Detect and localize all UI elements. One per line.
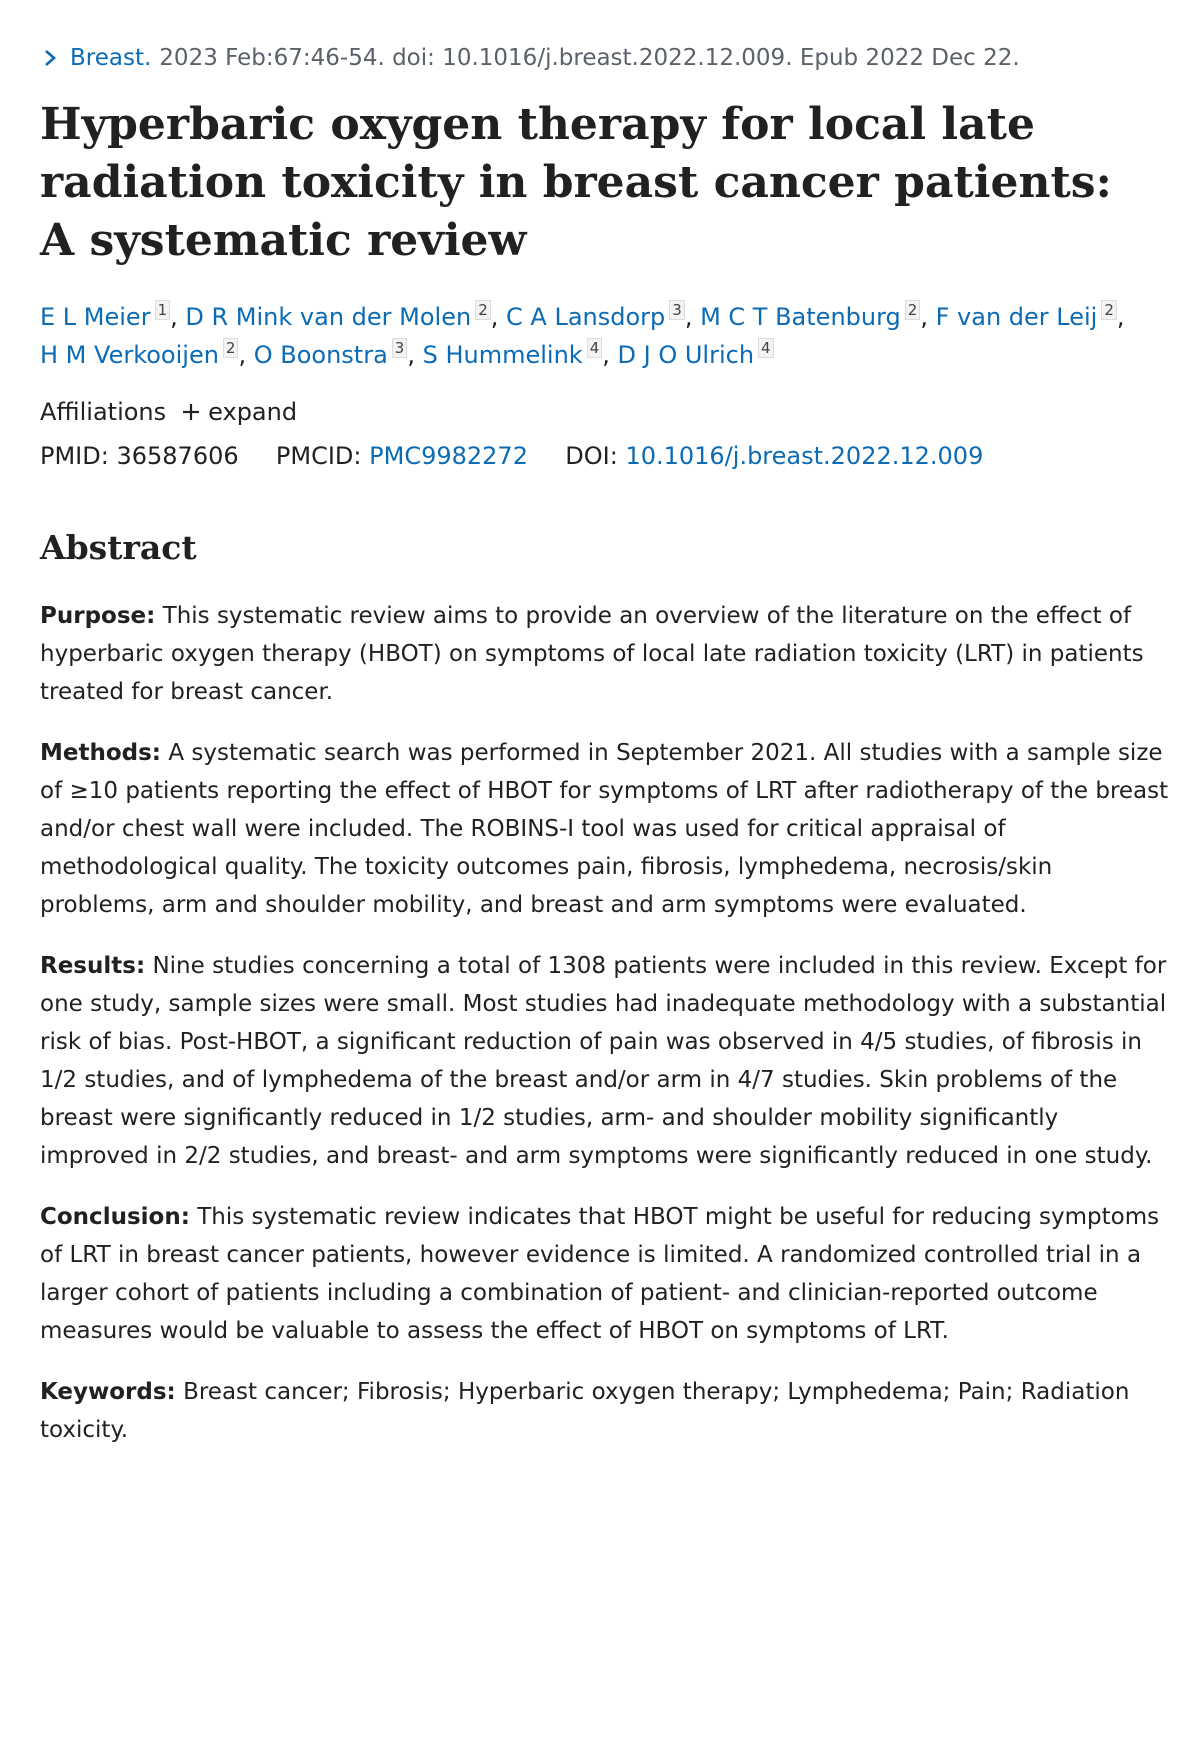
- affiliation-number[interactable]: 1: [155, 300, 171, 320]
- author-link[interactable]: E L Meier: [40, 303, 151, 331]
- affiliation-number[interactable]: 3: [669, 300, 685, 320]
- section-text: A systematic search was performed in September 2021. All studies with a sample size of ≥10 patients reporting the effect of HBOT for symptoms of LRT after radiotherapy of the breast and/or chest wall were included. The ROBINS-I tool was used for critical appraisal of methodological quality. The toxicity outcomes pain, fibrosis, lymphedema, necrosis/skin problems, arm and shoulder mobility, and breast and arm symptoms were evaluated.: [40, 740, 1169, 919]
- article-title: Hyperbaric oxygen therapy for local late radiation toxicity in breast cancer patients: A systematic review: [40, 99, 1112, 266]
- author-link[interactable]: C A Lansdorp: [506, 303, 666, 331]
- abstract-results: [40, 947, 1170, 1175]
- author-item: M C T Batenburg 2 ,: [700, 301, 936, 331]
- pmid-label: PMID:: [40, 442, 109, 470]
- chevron-right-icon: [44, 49, 56, 67]
- affiliation-number[interactable]: 2: [223, 338, 239, 358]
- pmid-value: 36587606: [116, 442, 239, 470]
- affiliation-number[interactable]: 2: [475, 300, 491, 320]
- author-item: D R Mink van der Molen 2 ,: [185, 301, 507, 331]
- author-link[interactable]: S Hummelink: [422, 341, 583, 369]
- section-label: Conclusion:: [40, 1204, 190, 1231]
- abstract-purpose: [40, 597, 1170, 711]
- section-text: This systematic review indicates that HBOT might be useful for reducing symptoms of LRT in breast cancer patients, however evidence is limited. A randomized controlled trial in a larger cohort of patients including a combination of patient- and clinician-reported outcome measures would be valuable to assess the effect of HBOT on symptoms of LRT.: [40, 1204, 1160, 1345]
- affiliation-number[interactable]: 4: [587, 338, 603, 358]
- author-link[interactable]: D R Mink van der Molen: [185, 303, 472, 331]
- section-text: Breast cancer; Fibrosis; Hyperbaric oxygen therapy; Lymphedema; Pain; Radiation toxicity.: [40, 1379, 1130, 1444]
- affiliation-number[interactable]: 3: [392, 338, 408, 358]
- expand-label[interactable]: expand: [208, 398, 298, 426]
- section-label: Keywords:: [40, 1379, 176, 1406]
- author-item: C A Lansdorp 3 ,: [506, 301, 701, 331]
- section-text: Nine studies concerning a total of 1308 patients were included in this review. Except for one study, sample sizes were small. Most studies had inadequate methodology with a substantial risk of bias. Post-HBOT, a significant reduction of pain was observed in 4/5 studies, of fibrosis in 1/2 studies, and of lymphedema of the breast and/or arm in 4/7 studies. Skin problems of the breast were significantly reduced in 1/2 studies, arm- and shoulder mobility significantly improved in 2/2 studies, and breast- and arm symptoms were significantly reduced in one study.: [40, 953, 1167, 1170]
- author-item: F van der Leij 2 ,: [935, 301, 1125, 331]
- author-item: [618, 341, 774, 369]
- author-item: E L Meier 1 ,: [40, 301, 186, 331]
- affiliation-number[interactable]: 2: [1101, 300, 1117, 320]
- affiliations-label: Affiliations: [40, 398, 167, 426]
- author-link[interactable]: F van der Leij: [935, 303, 1098, 331]
- author-item: S Hummelink 4 ,: [422, 339, 618, 369]
- author-list: [40, 298, 1160, 374]
- abstract-conclusion: [40, 1198, 1170, 1350]
- pmcid-label: PMCID:: [275, 442, 362, 470]
- pmcid-link[interactable]: PMC9982272: [369, 442, 528, 470]
- doi-label: DOI:: [565, 442, 618, 470]
- affiliation-number[interactable]: 2: [905, 300, 921, 320]
- affiliations-toggle[interactable]: [40, 394, 1160, 430]
- journal-link[interactable]: Breast.: [70, 45, 152, 71]
- section-label: Methods:: [40, 740, 162, 767]
- author-item: O Boonstra 3 ,: [253, 339, 423, 369]
- author-link[interactable]: D J O Ulrich: [617, 341, 755, 369]
- author-link[interactable]: H M Verkooijen: [40, 341, 219, 369]
- affiliation-number[interactable]: 4: [758, 338, 774, 358]
- doi-link[interactable]: 10.1016/j.breast.2022.12.009: [625, 442, 984, 470]
- abstract-methods: [40, 734, 1170, 924]
- identifiers-row: [40, 438, 1160, 474]
- author-link[interactable]: M C T Batenburg: [700, 303, 901, 331]
- section-label: Results:: [40, 953, 146, 980]
- citation-details: 2023 Feb:67:46-54. doi: 10.1016/j.breast.2022.12.009. Epub 2022 Dec 22.: [159, 45, 1020, 71]
- plus-icon: [182, 403, 200, 421]
- citation-line: [40, 40, 1160, 76]
- abstract-heading: Abstract: [40, 528, 197, 567]
- author-link[interactable]: O Boonstra: [253, 341, 388, 369]
- author-item: H M Verkooijen 2 ,: [40, 339, 254, 369]
- section-label: Purpose:: [40, 603, 156, 630]
- abstract-keywords: [40, 1373, 1170, 1449]
- section-text: This systematic review aims to provide an overview of the literature on the effect of hyperbaric oxygen therapy (HBOT) on symptoms of local late radiation toxicity (LRT) in patients treated for breast cancer.: [40, 603, 1144, 706]
